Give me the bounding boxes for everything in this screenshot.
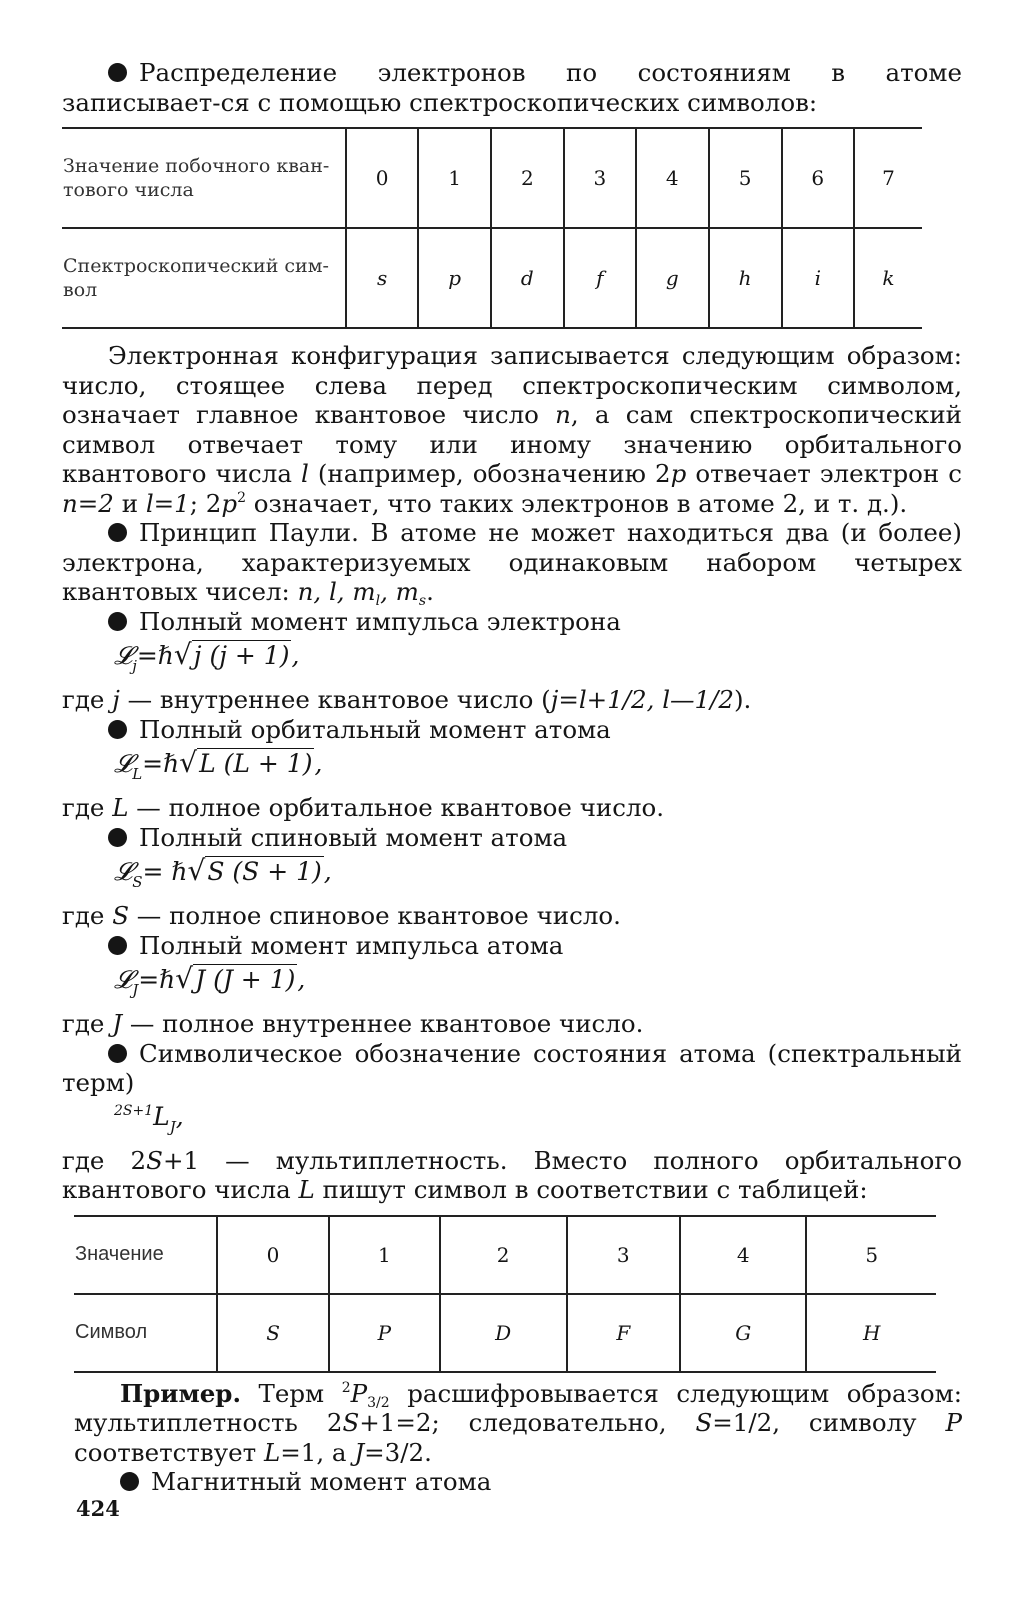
formula-symbol: 𝓛	[114, 965, 133, 994]
text-run: Электронная конфигурация записывается следующим образом: число, стоящее слева перед спектроскопическим символом, означает главное квантовое число	[62, 341, 962, 429]
text-run: Принцип Паули. В атоме не может находиться два (и более) электрона, характеризуемых одинаковым набором четырех квантовых чисел:	[62, 518, 962, 606]
text-run: расшифровывается следующим образом: мультиплетность 2	[74, 1378, 962, 1437]
definition-line	[62, 1146, 962, 1205]
pauli-paragraph	[62, 518, 962, 607]
formula-orbital-momentum	[114, 746, 962, 791]
text-run: +1=2; следовательно,	[359, 1408, 696, 1437]
text-run: ).	[733, 685, 752, 714]
math-var: S	[112, 901, 130, 930]
section-title	[62, 1039, 962, 1098]
bullet-icon	[108, 828, 127, 847]
bullet-icon	[108, 936, 127, 955]
formula-symbol: =ℏ	[136, 641, 174, 670]
text-run: — полное внутреннее квантовое число.	[122, 1009, 644, 1038]
radicand: S (S + 1)	[207, 857, 322, 886]
table-cell: 1	[418, 128, 491, 228]
section-title	[62, 715, 962, 745]
math-var: n	[555, 400, 571, 429]
table-cell: h	[709, 228, 782, 328]
subscript: l	[375, 593, 381, 609]
text-run: Полный момент импульса электрона	[139, 606, 621, 636]
table-cell: s	[346, 228, 418, 328]
text-run: .	[426, 577, 434, 606]
bullet-icon	[108, 63, 127, 82]
table-row	[62, 128, 922, 228]
formula-total-momentum	[114, 962, 962, 1007]
math-expr: l=1	[145, 488, 190, 518]
text-run: Полный момент импульса атома	[139, 930, 564, 960]
table-cell: k	[854, 228, 922, 328]
formula-symbol: =ℏ	[142, 749, 180, 778]
math-var: J	[354, 1437, 365, 1467]
subscript: J	[169, 1117, 176, 1136]
text-run: где	[62, 1009, 113, 1038]
table-row	[74, 1216, 936, 1294]
math-var: J	[112, 1009, 123, 1038]
text-run: — полное орбитальное квантовое число.	[128, 793, 665, 822]
superscript: 2	[341, 1379, 351, 1396]
table-cell: 4	[680, 1216, 807, 1294]
formula-symbol: ,	[314, 749, 323, 778]
math-var: P	[945, 1408, 963, 1437]
subscript: S	[132, 873, 143, 891]
formula-symbol: =ℏ	[138, 965, 176, 994]
table-cell: d	[491, 228, 564, 328]
table-cell: i	[782, 228, 854, 328]
table-cell: 5	[806, 1216, 936, 1294]
math-expr: j=l+1/2, l—1/2	[550, 685, 734, 714]
definition-line	[62, 793, 962, 823]
text-run: (например, обозначению 2	[308, 459, 671, 488]
formula-symbol: ,	[175, 1101, 184, 1131]
math-var: L	[298, 1175, 315, 1204]
formula-symbol: 𝓛	[114, 641, 133, 670]
table-header-cell: Символ	[75, 1321, 148, 1343]
table-cell: 5	[709, 128, 782, 228]
table-header-cell: Спектроскопический сим-вол	[63, 255, 329, 301]
superscript: 2	[237, 489, 247, 506]
text-run: Полный спиновый момент атома	[139, 822, 568, 852]
formula-symbol: ,	[323, 857, 332, 886]
math-var: j	[112, 685, 120, 714]
formula-symbol: ,	[291, 641, 300, 670]
text-run: пишут символ в соответствии с таблицей:	[314, 1175, 868, 1204]
text-run: где 2	[62, 1145, 147, 1175]
math-var: p	[221, 488, 238, 518]
table-cell: 1	[329, 1216, 440, 1294]
radical-icon: √	[179, 746, 198, 779]
math-var: l	[300, 459, 309, 488]
text-run: где	[62, 685, 113, 714]
spectroscopic-symbols-table	[62, 127, 922, 329]
formula-electron-momentum	[114, 638, 962, 683]
page-content	[62, 58, 962, 1497]
bullet-icon	[108, 720, 127, 739]
text-run: ; 2	[189, 488, 222, 518]
config-paragraph	[62, 341, 962, 518]
text-run: =1, а	[280, 1437, 355, 1467]
text-run: означает, что таких электронов в атоме 2, и т. д.).	[246, 488, 908, 518]
text-run: где	[62, 793, 113, 822]
table-cell: D	[440, 1294, 567, 1372]
example-label: Пример.	[120, 1378, 241, 1408]
table-cell: p	[418, 228, 491, 328]
example-paragraph	[74, 1379, 962, 1468]
table-cell: P	[329, 1294, 440, 1372]
formula-spectral-term	[114, 1100, 962, 1144]
table-cell: 4	[636, 128, 709, 228]
subscript: L	[132, 765, 143, 783]
radicand: J (J + 1)	[195, 965, 296, 994]
radicand: L (L + 1)	[199, 749, 313, 778]
text-run: — полное спиновое квантовое число.	[129, 901, 621, 930]
table-row	[74, 1294, 936, 1372]
math-var: L	[263, 1437, 281, 1467]
radicand: j (j + 1)	[193, 641, 290, 670]
math-var: p	[670, 459, 687, 488]
text-run: Полный орбитальный момент атома	[139, 714, 611, 744]
table-cell: 2	[491, 128, 564, 228]
text-run: +1 — мультиплетность. Вместо полного орбитального квантового числа	[62, 1145, 962, 1204]
term-symbols-table	[74, 1215, 936, 1373]
table-cell: g	[636, 228, 709, 328]
definition-line	[62, 901, 962, 931]
text-run: Магнитный момент атома	[151, 1467, 492, 1496]
table-cell: 7	[854, 128, 922, 228]
table-cell: 6	[782, 128, 854, 228]
formula-symbol: 𝓛	[114, 857, 133, 886]
table-cell: G	[680, 1294, 807, 1372]
formula-symbol: = ℏ	[142, 857, 188, 886]
formula-spin-momentum	[114, 854, 962, 899]
text-run: =1/2, символу	[712, 1408, 946, 1437]
math-expr: n=2	[62, 488, 114, 518]
bullet-icon	[120, 1472, 139, 1491]
table-cell: 0	[217, 1216, 329, 1294]
text-run: — внутреннее квантовое число (	[119, 685, 551, 714]
section-title	[62, 607, 962, 637]
intro-paragraph	[62, 58, 962, 117]
subscript: 3/2	[367, 1394, 390, 1411]
math-var: L	[112, 793, 129, 822]
table-cell: 3	[564, 128, 636, 228]
section-title	[74, 1467, 962, 1497]
radical-icon: √	[187, 854, 206, 887]
text-run: Символическое обозначение состояния атома (спектральный терм)	[62, 1038, 962, 1097]
definition-line	[62, 1009, 962, 1039]
intro-text: Распределение электронов по состояниям в атоме записывает-ся с помощью спектроскопических символов:	[62, 58, 962, 117]
formula-symbol: 𝓛	[114, 749, 133, 778]
subscript: j	[132, 657, 137, 675]
table-cell: S	[217, 1294, 329, 1372]
math-expr: , m	[380, 577, 419, 606]
text-run: отвечает электрон с	[686, 459, 962, 488]
formula-symbol: L	[153, 1101, 170, 1131]
text-run: Терм	[240, 1378, 342, 1408]
table-cell: 3	[567, 1216, 680, 1294]
math-var: S	[146, 1145, 163, 1175]
bullet-icon	[108, 612, 127, 631]
math-var: P	[350, 1378, 368, 1408]
text-run: и	[113, 488, 146, 518]
radical-icon: √	[173, 638, 192, 671]
table-cell: F	[567, 1294, 680, 1372]
table-cell: f	[564, 228, 636, 328]
superscript: 2S+1	[114, 1102, 154, 1119]
subscript: J	[132, 981, 139, 999]
text-run: где	[62, 901, 113, 930]
math-var: S	[342, 1408, 360, 1437]
text-run: соответствует	[74, 1437, 264, 1467]
math-expr: n, l, m	[297, 577, 376, 606]
radical-icon: √	[175, 962, 194, 995]
math-var: S	[695, 1408, 713, 1437]
subscript: s	[418, 593, 427, 609]
table-cell: 0	[346, 128, 418, 228]
page-number: 424	[76, 1496, 120, 1521]
section-title	[62, 823, 962, 853]
formula-symbol: ,	[297, 965, 306, 994]
text-run: =3/2.	[364, 1437, 432, 1467]
table-cell: 2	[440, 1216, 567, 1294]
table-row	[62, 228, 922, 328]
text-run: , а сам спектроскопический символ отвечает тому или иному значению орбитального квантового числа	[62, 400, 963, 488]
table-header-cell: Значение	[74, 1216, 217, 1294]
definition-line	[62, 685, 962, 715]
bullet-icon	[108, 523, 127, 542]
bullet-icon	[108, 1044, 127, 1063]
table-header-cell: Значение побочного кван-тового числа	[62, 128, 346, 228]
table-cell: H	[806, 1294, 936, 1372]
section-title	[62, 931, 962, 961]
